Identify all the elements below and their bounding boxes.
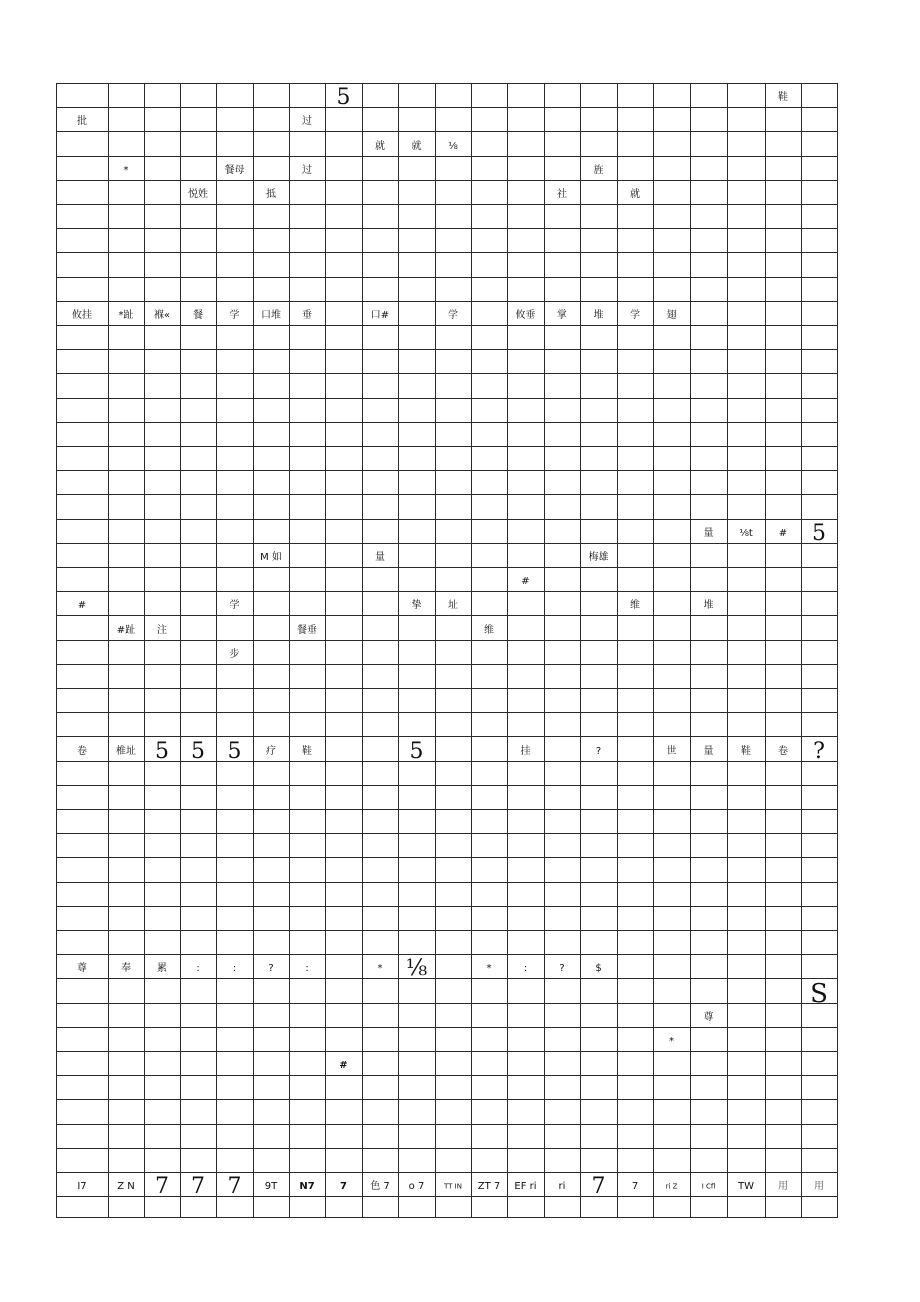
grid-col-line: [398, 83, 399, 1218]
grid-row-line: [56, 494, 838, 495]
grid-row-line: [56, 156, 838, 157]
grid-row-line: [56, 1075, 838, 1076]
cell-r9-c15: 学: [630, 310, 640, 321]
grid-col-line: [580, 83, 581, 1218]
cell-r9-c4: 学: [229, 310, 240, 321]
cell-r18-c17: 量: [703, 528, 714, 539]
grid-row-line: [56, 712, 838, 713]
cell-r21-c0: #: [77, 600, 87, 611]
cell-r27-c19: 卷: [778, 745, 788, 757]
cell-r23-c4: 步: [229, 649, 240, 660]
cell-r19-c8: 量: [375, 552, 385, 563]
cell-r9-c2: 褓«: [153, 310, 171, 321]
grid-col-line: [727, 83, 728, 1218]
cell-r45-c5: 9T: [264, 1181, 278, 1192]
cell-r9-c6: 垂: [302, 310, 312, 321]
cell-r1-c0: 批: [77, 116, 87, 127]
cell-r36-c11: *: [486, 963, 492, 974]
cell-r1-c6: 过: [302, 116, 312, 127]
cell-r9-c8: 口#: [370, 310, 390, 321]
cell-r36-c0: 尊: [77, 963, 87, 974]
grid-row-line: [56, 809, 838, 810]
grid-col-line: [765, 83, 766, 1218]
cell-r27-c2: 5: [155, 738, 169, 764]
cell-r9-c0: 攸挂: [72, 310, 92, 321]
grid-row-line: [56, 180, 838, 181]
cell-r27-c12: 挂: [520, 745, 531, 757]
grid-row-line: [56, 785, 838, 786]
cell-r21-c15: 维: [630, 600, 640, 611]
cell-r37-c20: S: [810, 978, 828, 1009]
grid-row-line: [56, 857, 838, 858]
cell-r21-c10: 址: [448, 600, 458, 611]
cell-r3-c14: 旌: [593, 165, 604, 176]
cell-r19-c5: M 如: [260, 552, 282, 563]
cell-r21-c17: 堆: [703, 600, 714, 611]
cell-r9-c16: 翅: [666, 310, 677, 321]
cell-r22-c6: 餐垂: [297, 624, 317, 636]
grid-row-line: [56, 591, 838, 592]
grid-row-line: [56, 1099, 838, 1100]
grid-row-line: [56, 1217, 838, 1218]
grid-row-line: [56, 325, 838, 326]
cell-r45-c0: I7: [77, 1181, 87, 1192]
grid-row-line: [56, 906, 838, 907]
cell-r45-c4: 7: [227, 1174, 242, 1199]
grid-col-line: [435, 83, 436, 1218]
cell-r27-c1: 椎址: [116, 745, 136, 757]
grid-col-line: [471, 83, 472, 1218]
grid-row-line: [56, 688, 838, 689]
grid-col-line: [801, 83, 802, 1218]
cell-r40-c7: #: [339, 1060, 348, 1071]
grid-row-line: [56, 882, 838, 883]
cell-r36-c8: *: [377, 963, 383, 974]
grid-row-line: [56, 761, 838, 762]
grid-row-line: [56, 954, 838, 955]
cell-r0-c7: 5: [336, 85, 351, 110]
grid-row-line: [56, 470, 838, 471]
cell-r36-c13: ?: [559, 963, 565, 974]
cell-r38-c17: 尊: [703, 1012, 714, 1023]
cell-r45-c17: I Cfl: [701, 1182, 716, 1191]
cell-r27-c16: 世: [666, 745, 677, 757]
grid-col-line: [653, 83, 654, 1218]
cell-r4-c13: 社: [557, 189, 567, 200]
grid-row-line: [56, 107, 838, 108]
cell-r2-c8: 就: [375, 140, 385, 152]
grid-row-line: [56, 978, 838, 979]
grid-row-line: [56, 301, 838, 302]
cell-r45-c11: ZT 7: [477, 1181, 501, 1192]
cell-r20-c12: #: [521, 576, 530, 587]
cell-r9-c10: 学: [448, 310, 458, 321]
cell-r22-c2: 注: [157, 624, 167, 636]
cell-r4-c3: 悦姓: [188, 189, 208, 200]
cell-r22-c1: #趾: [116, 624, 136, 636]
cell-r45-c19: 用: [778, 1181, 788, 1192]
cell-r2-c10: ⅛: [448, 140, 458, 152]
cell-r27-c20: ?: [813, 738, 825, 764]
grid-row-line: [56, 615, 838, 616]
grid-row-line: [56, 349, 838, 350]
cell-r36-c12: :: [523, 963, 528, 974]
cell-r27-c0: 卷: [77, 745, 87, 757]
grid-row-line: [56, 1172, 838, 1173]
grid-row-line: [56, 277, 838, 278]
grid-row-line: [56, 252, 838, 253]
cell-r45-c20: 用: [814, 1181, 824, 1192]
cell-r9-c14: 堆: [593, 310, 604, 321]
grid-row-line: [56, 1003, 838, 1004]
cell-r36-c3: :: [196, 963, 200, 974]
cell-r3-c1: *: [123, 165, 129, 176]
grid-row-line: [56, 1027, 838, 1028]
grid-col-line: [56, 83, 57, 1218]
cell-r27-c14: ?: [595, 745, 602, 757]
grid-row-line: [56, 664, 838, 665]
cell-r27-c5: 疗: [266, 745, 276, 757]
cell-r27-c4: 5: [227, 738, 242, 764]
cell-r22-c11: 维: [484, 624, 494, 636]
grid-row-line: [56, 83, 838, 84]
grid-col-line: [690, 83, 691, 1218]
grid-col-line: [144, 83, 145, 1218]
cell-r9-c3: 餐: [193, 310, 203, 321]
grid-row-line: [56, 519, 838, 520]
cell-r0-c19: 鞋: [778, 92, 788, 103]
cell-r21-c9: 挚: [411, 600, 422, 611]
cell-r18-c20: 5: [812, 521, 826, 546]
grid-row-line: [56, 131, 838, 132]
cell-r18-c18: ⅛t: [739, 528, 753, 539]
cell-r45-c10: TT IN: [444, 1182, 462, 1191]
cell-r36-c14: $: [595, 963, 602, 974]
grid-col-line: [289, 83, 290, 1218]
grid-row-line: [56, 422, 838, 423]
cell-r27-c6: 鞋: [302, 745, 312, 757]
cell-r45-c3: 7: [191, 1174, 205, 1199]
grid-col-line: [507, 83, 508, 1218]
grid-row-line: [56, 1148, 838, 1149]
cell-r45-c13: ri: [558, 1181, 566, 1192]
grid-row-line: [56, 1124, 838, 1125]
grid-col-line: [325, 83, 326, 1218]
cell-r45-c8: 色 7: [370, 1181, 390, 1192]
cell-r18-c19: #: [778, 528, 788, 539]
cell-r27-c3: 5: [191, 738, 205, 764]
cell-r9-c13: 掌: [557, 310, 567, 321]
cell-r36-c2: 累: [157, 963, 167, 974]
grid-row-line: [56, 543, 838, 544]
grid-col-line: [362, 83, 363, 1218]
cell-r9-c12: 攸垂: [515, 310, 536, 321]
cell-r36-c6: :: [305, 963, 309, 974]
grid-row-line: [56, 398, 838, 399]
cell-r45-c1: Z N: [117, 1181, 135, 1192]
grid-col-line: [837, 83, 838, 1218]
cell-r45-c18: TW: [738, 1181, 754, 1192]
cell-r27-c9: 5: [409, 738, 424, 764]
grid-row-line: [56, 567, 838, 568]
grid-row-line: [56, 204, 838, 205]
cell-r45-c7: 7: [340, 1181, 347, 1192]
cell-r45-c15: 7: [631, 1181, 639, 1192]
cell-r45-c14: 7: [591, 1174, 606, 1199]
cell-r4-c15: 就: [630, 189, 640, 200]
cell-r36-c9: ⅛: [405, 956, 428, 981]
grid-row-line: [56, 930, 838, 931]
cell-r45-c2: 7: [155, 1174, 169, 1199]
cell-r36-c5: ?: [268, 963, 274, 974]
cell-r45-c12: EF ri: [514, 1181, 537, 1192]
cell-r2-c9: 就: [411, 140, 422, 152]
grid-col-line: [544, 83, 545, 1218]
cell-r9-c1: *趾: [118, 310, 134, 321]
cell-r45-c6: N7: [299, 1181, 315, 1192]
cell-r36-c1: 奉: [121, 963, 131, 974]
cell-r3-c4: 餐母: [224, 165, 245, 176]
cell-r36-c4: :: [232, 963, 237, 974]
cell-r9-c5: 口堆: [261, 310, 281, 321]
grid-row-line: [56, 1196, 838, 1197]
grid-col-line: [617, 83, 618, 1218]
cell-r45-c16: ri Z: [665, 1182, 678, 1191]
grid-row-line: [56, 1051, 838, 1052]
cell-r45-c9: o 7: [408, 1181, 425, 1192]
grid-col-line: [253, 83, 254, 1218]
cell-r21-c4: 学: [229, 600, 240, 611]
grid-row-line: [56, 736, 838, 737]
grid-row-line: [56, 373, 838, 374]
grid-col-line: [108, 83, 109, 1218]
grid-row-line: [56, 446, 838, 447]
cell-r27-c18: 鞋: [741, 745, 751, 757]
grid-col-line: [216, 83, 217, 1218]
grid-row-line: [56, 228, 838, 229]
cell-r39-c16: *: [669, 1036, 674, 1047]
cell-r27-c17: 量: [703, 745, 714, 757]
grid-col-line: [180, 83, 181, 1218]
cell-r3-c6: 过: [302, 165, 312, 176]
grid-row-line: [56, 640, 838, 641]
cell-r19-c14: 梅雄: [588, 552, 609, 563]
grid-row-line: [56, 833, 838, 834]
cell-r4-c5: 抵: [266, 189, 276, 200]
